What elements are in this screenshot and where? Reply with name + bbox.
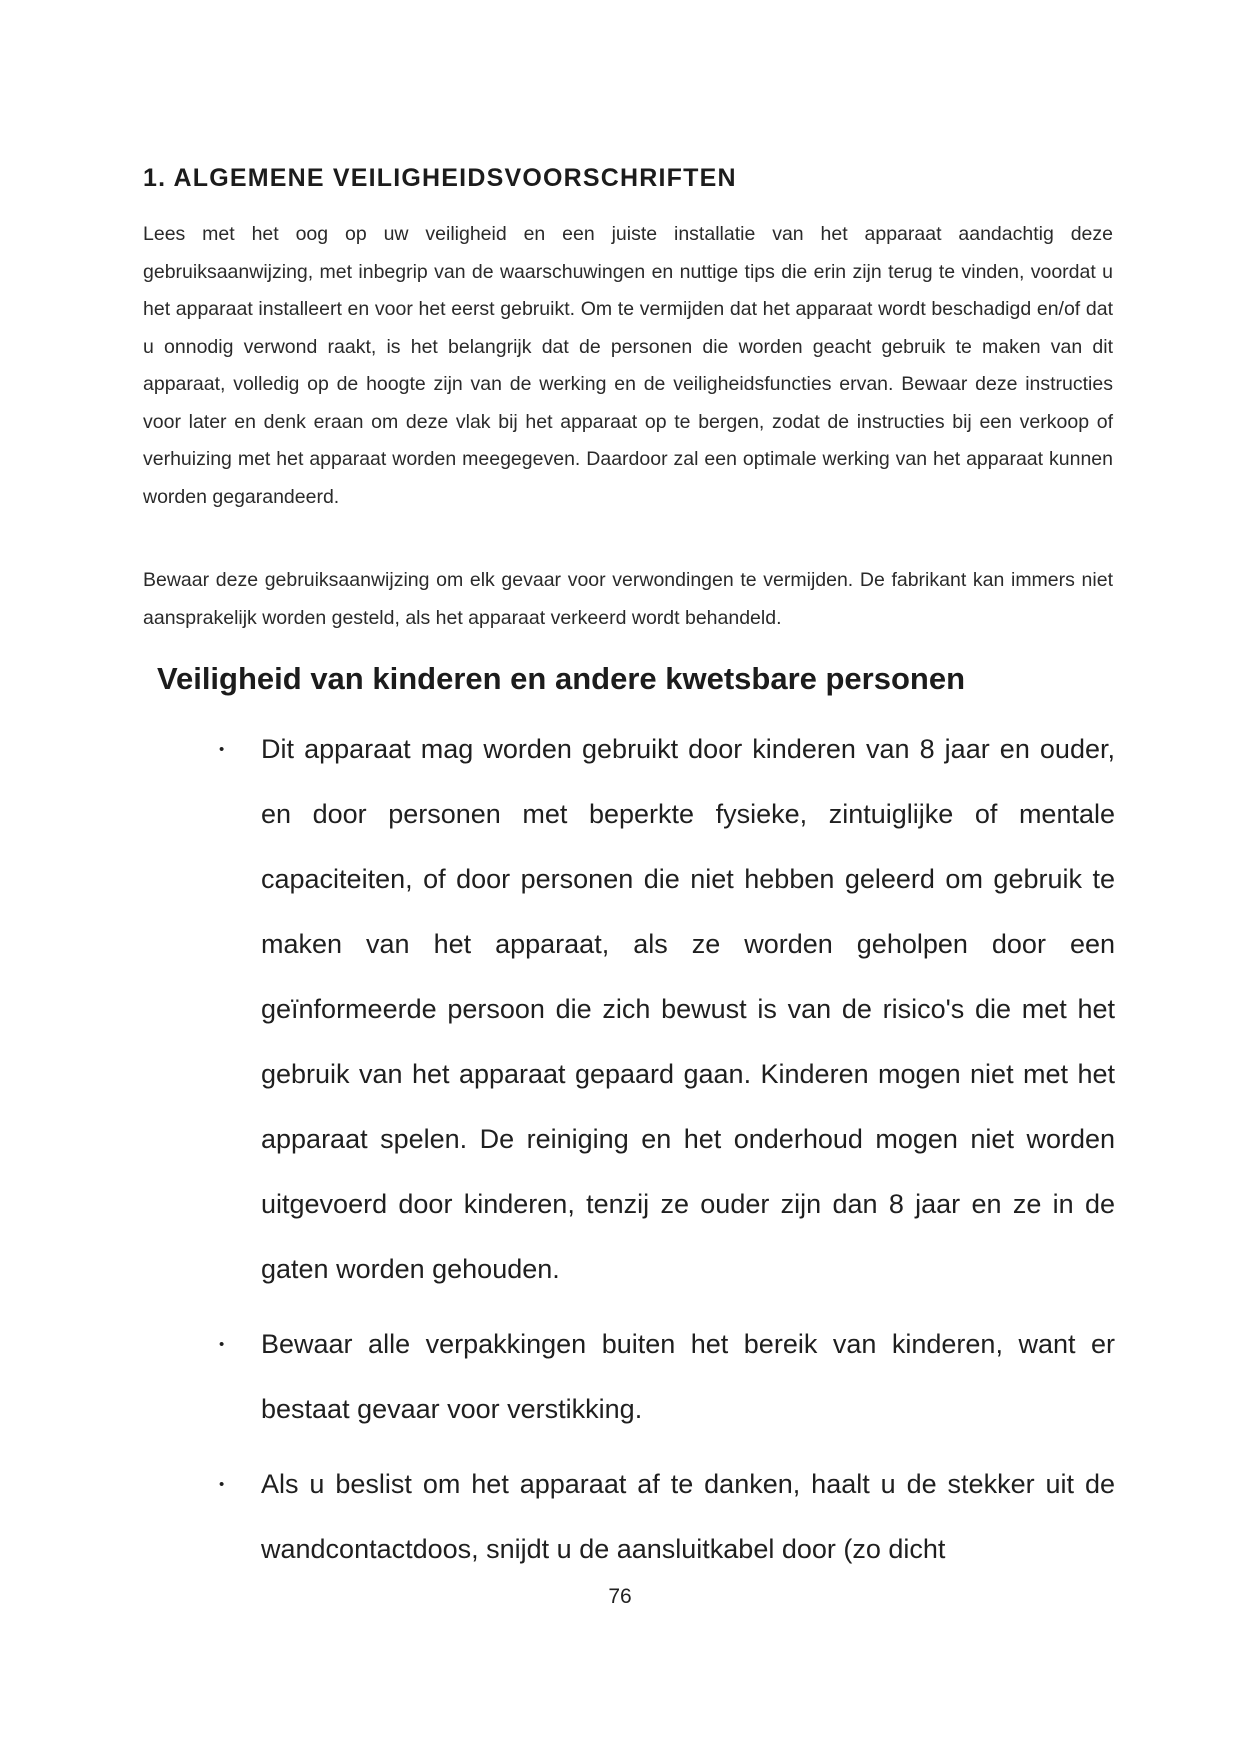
bullet-text: Bewaar alle verpakkingen buiten het bereik van kinderen, want er bestaat gevaar voor verstikking. bbox=[261, 1329, 1115, 1424]
liability-paragraph: Bewaar deze gebruiksaanwijzing om elk gevaar voor verwondingen te vermijden. De fabrikant kan immers niet aansprakelijk worden gesteld, als het apparaat verkeerd wordt behandeld. bbox=[143, 569, 1113, 629]
bullet-dot-icon: • bbox=[219, 1476, 225, 1493]
child-safety-heading: Veiligheid van kinderen en andere kwetsbare personen bbox=[157, 661, 966, 696]
page-number: 76 bbox=[608, 1585, 632, 1608]
intro-paragraph: Lees met het oog op uw veiligheid en een juiste installatie van het apparaat aandachtig deze gebruiksaanwijzing, met inbegrip van de waarschuwingen en nuttige tips die erin zijn terug te vinden, voordat u het apparaat installeert en voor het eerst gebruikt. Om te vermijden dat het apparaat wordt beschadigd en/of dat u onnodig verwond raakt, is het belangrijk dat de personen die worden geacht gebruik te maken van dit apparaat, volledig op de hoogte zijn van de werking en de veiligheidsfuncties ervan. Bewaar deze instructies voor later en denk eraan om deze vlak bij het apparaat op te bergen, zodat de instructies bij een verkoop of verhuizing met het apparaat worden meegegeven. Daardoor zal een optimale werking van het apparaat kunnen worden gegarandeerd. bbox=[143, 223, 1113, 508]
bullet-dot-icon: • bbox=[219, 1336, 225, 1353]
bullet-dot-icon: • bbox=[219, 741, 225, 758]
bullet-item bbox=[219, 1312, 1115, 1442]
section-title: 1. ALGEMENE VEILIGHEIDSVOORSCHRIFTEN bbox=[143, 164, 737, 192]
bullet-item bbox=[219, 717, 1115, 1302]
bullet-text: Als u beslist om het apparaat af te danken, haalt u de stekker uit de wandcontactdoos, snijdt u de aansluitkabel door (zo dicht bbox=[261, 1469, 1115, 1564]
bullet-item bbox=[219, 1452, 1115, 1582]
safety-bullet-list bbox=[219, 717, 1115, 1592]
bullet-text: Dit apparaat mag worden gebruikt door kinderen van 8 jaar en ouder, en door personen met beperkte fysieke, zintuiglijke of mentale capaciteiten, of door personen die niet hebben geleerd om gebruik te maken van het apparaat, als ze worden geholpen door een geïnformeerde persoon die zich bewust is van de risico's die met het gebruik van het apparaat gepaard gaan. Kinderen mogen niet met het apparaat spelen. De reiniging en het onderhoud mogen niet worden uitgevoerd door kinderen, tenzij ze ouder zijn dan 8 jaar en ze in de gaten worden gehouden. bbox=[261, 734, 1115, 1284]
